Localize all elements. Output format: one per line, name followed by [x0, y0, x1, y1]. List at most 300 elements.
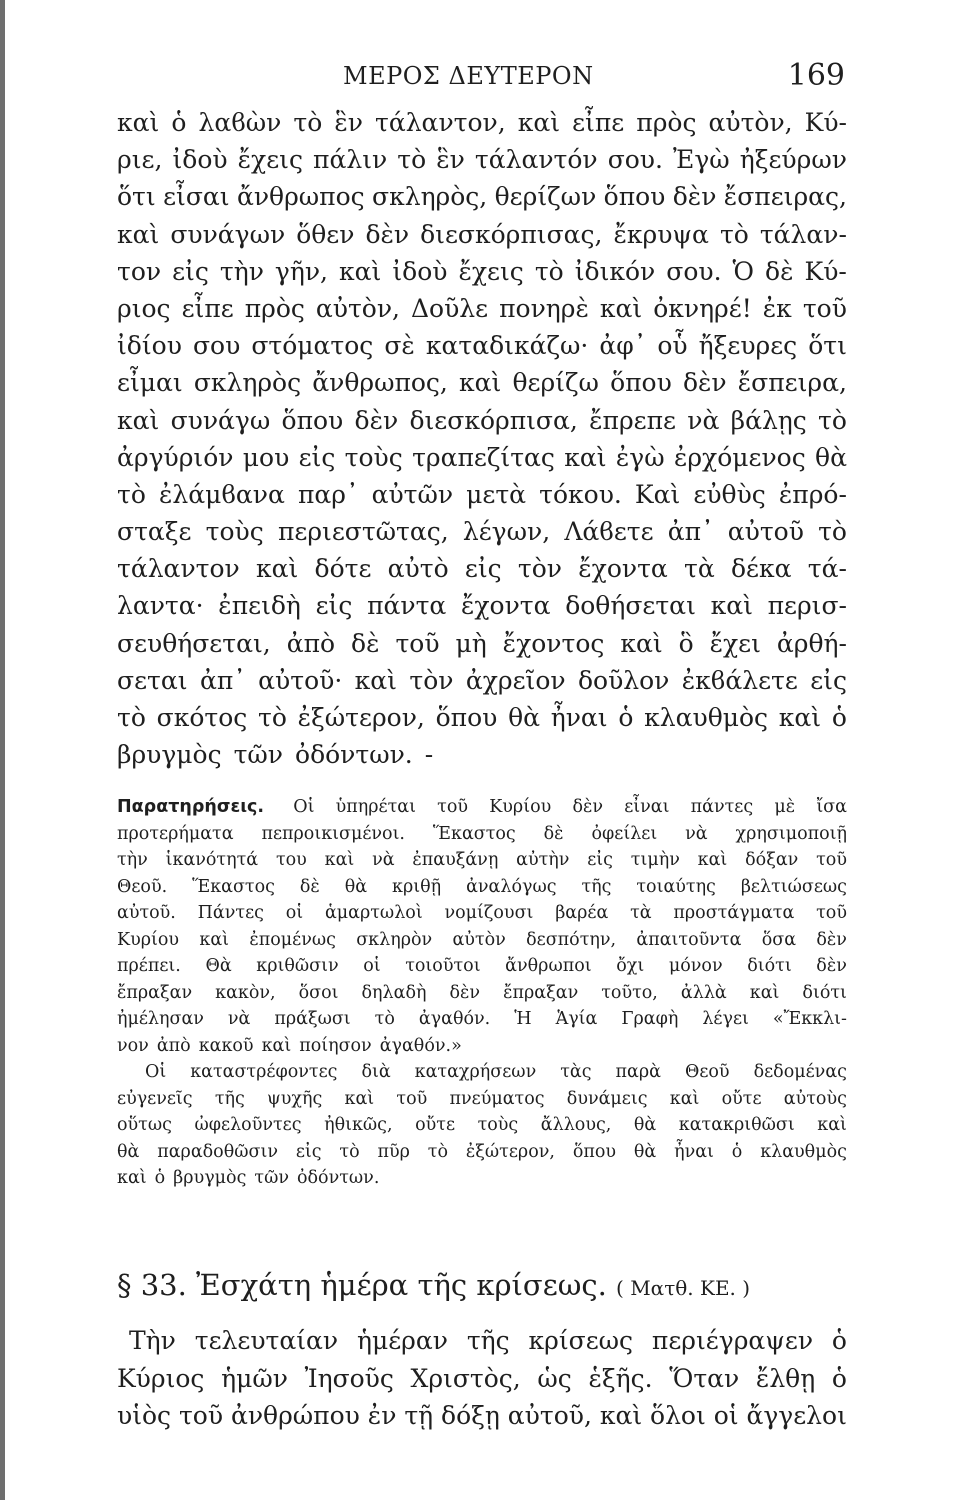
- word: τὰ: [630, 903, 652, 923]
- word: τὴν: [117, 850, 148, 870]
- text-line: [117, 476, 847, 513]
- text-line: [117, 141, 847, 178]
- word: ἦναι: [550, 703, 608, 732]
- word: ἔπραξαν: [117, 982, 193, 1003]
- word: εἰς: [315, 591, 353, 621]
- word: λέγει: [702, 1009, 749, 1029]
- word: τάλαν-: [759, 219, 847, 249]
- word: αὐτὴν: [516, 850, 570, 870]
- word: τάλαντον,: [375, 108, 506, 137]
- word: τὸ: [117, 479, 146, 509]
- word: Ὁ: [732, 256, 755, 286]
- word: ἀπὸ: [156, 1035, 191, 1056]
- word: ὀδόντων.: [295, 740, 413, 770]
- word: ὡς: [537, 1363, 572, 1393]
- word: σευθήσεται,: [117, 628, 271, 658]
- word: τὸν: [409, 665, 454, 695]
- word: ἀργύριόν: [117, 442, 234, 472]
- word: καὶ: [749, 982, 780, 1003]
- word: συνάγω: [170, 405, 271, 435]
- text-line: [117, 290, 847, 327]
- word: τά-: [807, 554, 847, 584]
- word: ἄγγελοι: [746, 1401, 847, 1430]
- word: ἀρθή-: [776, 628, 847, 658]
- word: τοιαύτης: [636, 876, 716, 897]
- word: δὲν: [572, 797, 604, 817]
- text-line: [117, 327, 847, 364]
- word: τῶν: [254, 1168, 289, 1188]
- word: σου: [192, 331, 241, 361]
- word: αὐτὸ: [387, 554, 449, 584]
- note-line: [117, 1112, 847, 1139]
- word: αὐτοῦ.: [117, 903, 176, 923]
- word: ἀπὸ: [286, 628, 336, 658]
- word: ἤξευρες: [698, 331, 798, 361]
- word: καὶ: [117, 405, 160, 435]
- word: παραδοθῶσιν: [157, 1141, 278, 1162]
- word: ἦναι: [674, 1141, 714, 1162]
- word: προτερήματα: [117, 823, 234, 844]
- text-line: [117, 439, 847, 476]
- word: Πάντες: [197, 903, 264, 923]
- word: ἑξῆς.: [588, 1363, 653, 1393]
- word: τὰς: [560, 1062, 592, 1082]
- word: εἰς: [587, 850, 613, 870]
- word: βρυγμὸς: [173, 1168, 247, 1188]
- word: τελευταίαν: [194, 1326, 339, 1355]
- word: ὁ: [831, 1363, 847, 1393]
- word: τῆς: [581, 876, 612, 897]
- word: ἔχει: [709, 628, 761, 658]
- word: οὔτε: [721, 1088, 762, 1109]
- word: Θεοῦ.: [117, 876, 168, 897]
- word: τῶν: [233, 740, 284, 770]
- word: εὐθὺς: [693, 479, 766, 509]
- word: αὐτῶν: [371, 479, 454, 509]
- main-text: [117, 104, 847, 773]
- word: σκότος: [156, 703, 248, 732]
- word: σκληρὸν: [356, 929, 433, 950]
- word: ὁ: [731, 1141, 743, 1162]
- word: ὅπου: [281, 405, 344, 435]
- word: κλαυθμὸς: [760, 1141, 847, 1162]
- word: πῦρ: [377, 1141, 410, 1162]
- word: Λάϐετε: [564, 517, 654, 547]
- note-line: [117, 1139, 847, 1166]
- word: Δοῦλε: [411, 293, 489, 323]
- word: νομίζουσι: [444, 903, 534, 923]
- word: τάλαντον: [117, 554, 240, 584]
- word: ἀπαιτοῦντα: [636, 929, 742, 950]
- word: τῆς: [466, 1326, 510, 1355]
- word: ἠξεύρων: [739, 145, 847, 175]
- word: τὰ: [684, 554, 715, 584]
- word: ὀφείλει: [591, 823, 658, 844]
- word: εἶναι: [624, 797, 670, 817]
- word: ἀναλόγως: [466, 876, 557, 897]
- word: τοιοῦτοι: [405, 956, 481, 976]
- word: ἐγὼ: [615, 442, 665, 472]
- word: ἄλλους,: [540, 1115, 612, 1135]
- word: ἔχοντα: [460, 591, 551, 621]
- word: εἰς: [295, 1141, 322, 1162]
- word: ἄνθρωπος,: [312, 368, 448, 398]
- word: καὶ: [778, 703, 822, 732]
- running-head: [117, 58, 847, 98]
- word: ἔλθῃ: [755, 1363, 816, 1393]
- word: διεσκόρπισας,: [420, 219, 603, 249]
- running-title: ΜΕΡΟΣ ΔΕΥΤΕΡΟΝ: [343, 62, 594, 90]
- word: δὲν: [816, 956, 847, 976]
- word: καὶ: [817, 1115, 847, 1135]
- word: δὲ: [543, 823, 564, 844]
- word: ἐπρό-: [778, 479, 847, 509]
- word: παρ᾽: [297, 479, 359, 509]
- word: ἐπομένως: [249, 929, 336, 950]
- word: προστάγματα: [673, 903, 795, 923]
- word: πράξωσι: [274, 1009, 351, 1029]
- word: ἱκανότητά: [165, 850, 259, 870]
- word: ὅτι: [808, 331, 847, 361]
- word: νὰ: [372, 850, 395, 870]
- word: πεπροικισμένοι.: [261, 823, 405, 844]
- text-line: [117, 699, 847, 736]
- word: σταξε: [117, 517, 192, 547]
- word: κατακριθῶσι: [678, 1115, 795, 1135]
- word: τὸ: [293, 108, 323, 137]
- word: δὲν: [449, 982, 481, 1003]
- word: κριθῶσιν: [256, 956, 339, 976]
- note-line: [117, 1033, 847, 1060]
- word: ἄνθρωποι: [505, 956, 592, 976]
- section-title: § 33. Ἐσχάτη ἡμέρα τῆς κρίσεως.: [117, 1268, 607, 1302]
- word: αὐτὸν: [452, 929, 506, 950]
- word: εἰς: [810, 665, 847, 695]
- text-line: [117, 550, 847, 587]
- word: καὶ: [599, 293, 643, 323]
- word: Κύριος: [117, 1363, 205, 1393]
- word: ἁμαρτωλοὶ: [324, 903, 423, 923]
- word: θὰ: [117, 1141, 140, 1162]
- word: Χριστὸς,: [410, 1363, 521, 1393]
- word: τοῦ: [816, 903, 847, 923]
- section-body-text: [117, 1322, 847, 1435]
- word: ἠθικῶς,: [324, 1115, 393, 1135]
- word: καὶ: [710, 591, 753, 621]
- word: καὶ: [564, 442, 607, 472]
- word: ὑπηρέται: [335, 797, 416, 817]
- word: τὸ: [818, 405, 847, 435]
- word: ἔπραξαν: [503, 982, 579, 1003]
- word: θὰ: [815, 442, 847, 472]
- word: ποίησον: [299, 1035, 372, 1056]
- word: ἐπειδὴ: [218, 591, 301, 621]
- word: λέγων,: [462, 517, 551, 547]
- page-number: 169: [787, 58, 845, 93]
- word: βρυγμὸς: [117, 740, 222, 770]
- word: ἔχεις: [237, 145, 303, 175]
- note-line: [117, 874, 847, 901]
- word: εἶπε: [572, 108, 625, 137]
- word: τοῦ: [437, 797, 469, 817]
- word: θὰ: [633, 1141, 657, 1162]
- body-line: [117, 1397, 847, 1435]
- word: ψυχῆς: [267, 1088, 323, 1109]
- word: Ἐγὼ: [673, 145, 730, 175]
- word: δὲν: [682, 368, 727, 398]
- text-line: [117, 253, 847, 290]
- word: ἐξώτερον,: [297, 703, 425, 732]
- word: καὶ: [620, 628, 663, 658]
- note-line: [117, 980, 847, 1007]
- word: του: [275, 850, 307, 870]
- word: ὅπου: [610, 368, 672, 398]
- word: δέκα: [731, 554, 792, 584]
- body-line: [117, 1322, 847, 1360]
- word: εὐγενεῖς: [117, 1088, 193, 1109]
- word: ὅπου: [435, 703, 498, 732]
- word: τοὺς: [205, 517, 264, 547]
- page-edge-shadow: [0, 0, 5, 1500]
- note-line: [117, 1165, 847, 1192]
- word: τὸ: [339, 1141, 360, 1162]
- word: πρέπει.: [117, 956, 181, 976]
- word: δεσπότην,: [526, 929, 617, 950]
- word: περιεστῶτας,: [277, 517, 449, 547]
- word: ἀγαθόν.: [418, 1009, 491, 1029]
- word: τὸ: [534, 256, 564, 286]
- word: πρὸς: [244, 293, 305, 323]
- word: τὴν: [219, 256, 264, 286]
- word: καὶ: [599, 1401, 643, 1430]
- word: καὶ: [117, 108, 160, 137]
- word: ριος: [117, 293, 171, 323]
- word: ἔπρεπε: [589, 405, 676, 435]
- text-line: [117, 662, 847, 699]
- word: οὗ: [657, 331, 688, 361]
- word: δὲν: [672, 182, 717, 212]
- word: θὰ: [344, 876, 368, 897]
- word: ἀλλὰ: [680, 982, 727, 1003]
- word: ριε,: [117, 145, 163, 175]
- word: ὅπου: [572, 1141, 617, 1162]
- word: ἔχοντος: [502, 628, 605, 658]
- word: βάλῃς: [730, 405, 807, 435]
- word: λαντα·: [117, 591, 204, 621]
- word: ἀπ᾽: [667, 517, 714, 547]
- word: Ἡ: [514, 1009, 532, 1029]
- word: μου: [242, 442, 290, 472]
- word: ἡμῶν: [221, 1363, 288, 1393]
- word: βαρέα: [555, 903, 609, 923]
- word: ὁ: [154, 1168, 166, 1188]
- word: ἔκρυψα: [613, 219, 709, 249]
- word: τοὺς: [344, 442, 403, 472]
- word: ἠμέλησαν: [117, 1009, 204, 1029]
- note-line: [117, 900, 847, 927]
- word: αὐτοῦ·: [258, 665, 343, 695]
- section-reference: ( Ματθ. ΚΕ. ): [616, 1276, 751, 1300]
- word: ἐλάμϐανα: [158, 479, 285, 509]
- word: διότι: [747, 956, 792, 976]
- word: πονηρὲ: [499, 293, 589, 323]
- word: δοῦλον: [577, 665, 670, 695]
- word: σκληρὸς: [193, 368, 302, 398]
- word: τοῦ: [802, 293, 847, 323]
- word: τοῦ: [395, 628, 440, 658]
- word: καὶ: [324, 850, 355, 870]
- word: τοῦ: [178, 1401, 224, 1430]
- word: τῇ: [404, 1401, 434, 1430]
- word: ὁ: [618, 703, 634, 732]
- word: τῆς: [214, 1088, 245, 1109]
- note-line: [117, 794, 847, 821]
- word: δὲν: [816, 929, 847, 950]
- word: τραπεζίτας: [412, 442, 555, 472]
- word: αὐτοῦ,: [507, 1401, 592, 1430]
- word: ἐκ: [762, 293, 792, 323]
- word: μὴ: [455, 628, 487, 658]
- word: ἀφ᾽: [599, 331, 647, 361]
- notes-block: [117, 794, 847, 1192]
- word: καὶ: [199, 929, 229, 950]
- word: θὰ: [633, 1115, 657, 1135]
- word: εἶμαι: [117, 368, 183, 398]
- word: δοθήσεται: [565, 591, 696, 621]
- body-line: [117, 1360, 847, 1398]
- word: πνεύματος: [449, 1088, 545, 1109]
- word: καὶ: [517, 108, 561, 137]
- word: Κυρίου: [117, 929, 180, 950]
- word: καταχρήσεων: [414, 1062, 537, 1082]
- word: ἐρχόμενος: [673, 442, 806, 472]
- word: ἰδοὺ: [172, 145, 228, 175]
- word: τὸ: [397, 145, 427, 175]
- word: δόξῃ: [441, 1401, 500, 1430]
- note-line: [117, 1059, 847, 1086]
- word: ὅθεν: [296, 219, 355, 249]
- word: ἀνθρώπου: [230, 1401, 360, 1430]
- word: Κύ-: [804, 256, 847, 286]
- text-line: [117, 178, 847, 215]
- word: καὶ: [261, 1035, 292, 1056]
- word: ὁ: [171, 108, 187, 137]
- word: θερίζων: [494, 182, 597, 212]
- word: καὶ: [459, 368, 502, 398]
- note-line: [117, 927, 847, 954]
- text-line: [117, 402, 847, 439]
- notes-label: Παρατηρήσεις.: [117, 797, 265, 817]
- word: δὲν: [354, 405, 399, 435]
- word: καὶ: [117, 219, 160, 249]
- word: Ὅταν: [669, 1363, 740, 1393]
- word: θερίζω: [512, 368, 599, 398]
- word: Τὴν: [129, 1326, 176, 1355]
- word: νον: [117, 1035, 149, 1056]
- word: πάλιν: [313, 145, 388, 175]
- word: γῆν,: [274, 256, 328, 286]
- word: δὲ: [351, 628, 380, 658]
- word: τοῦ: [396, 1088, 428, 1109]
- word: αὐτὸν,: [315, 293, 400, 323]
- word: ὅλοι: [650, 1401, 706, 1430]
- word: καταστρέφοντες: [190, 1062, 338, 1082]
- word: καὶ: [255, 554, 299, 584]
- word: -: [424, 740, 434, 770]
- word: Γραφὴ: [621, 1009, 679, 1029]
- word: νὰ: [685, 823, 708, 844]
- word: ἓν: [436, 145, 465, 175]
- word: ἔσπειρα,: [737, 368, 847, 398]
- word: ἐν: [367, 1401, 397, 1430]
- word: ἴσα: [816, 797, 847, 817]
- word: μόνον: [668, 956, 723, 976]
- word: ἐξώτερον,: [465, 1141, 555, 1162]
- text-line: [117, 104, 847, 141]
- word: οἱ: [285, 903, 304, 923]
- word: μὲ: [774, 797, 796, 817]
- word: τὸν: [517, 554, 562, 584]
- word: νὰ: [227, 1009, 251, 1029]
- word: ἰδοὺ: [392, 256, 448, 286]
- word: ὀκνηρέ!: [653, 293, 752, 323]
- word: τάλαντόν: [474, 145, 598, 175]
- word: εἰς: [298, 442, 336, 472]
- word: αὐτοῦ: [727, 517, 804, 547]
- word: δεδομένας: [753, 1062, 847, 1082]
- word: σεται: [117, 665, 188, 695]
- word: τὸ: [719, 219, 749, 249]
- word: κριθῇ: [392, 876, 442, 897]
- word: ὅπου: [603, 182, 666, 212]
- word: τὸ: [427, 1141, 449, 1162]
- word: οὔτε: [415, 1115, 456, 1135]
- word: στόματος: [251, 331, 374, 361]
- word: ἰδικόν: [574, 256, 656, 286]
- word: δόξαν: [745, 850, 799, 870]
- word: περιέγραψεν: [651, 1326, 814, 1355]
- word: Ἕκαστος: [192, 876, 275, 897]
- word: ἀγαθόν.»: [379, 1035, 462, 1056]
- word: Θὰ: [205, 956, 232, 976]
- word: Ἰησοῦς: [304, 1363, 394, 1393]
- word: τιμὴν: [630, 850, 680, 870]
- note-line: [117, 1006, 847, 1033]
- text-line: [117, 513, 847, 550]
- word: ἡμέραν: [356, 1326, 448, 1355]
- word: μετὰ: [466, 479, 527, 509]
- word: σου.: [607, 145, 663, 175]
- word: νὰ: [687, 405, 720, 435]
- word: Κυρίου: [489, 797, 552, 817]
- word: υἱὸς: [117, 1401, 172, 1430]
- word: θὰ: [508, 703, 540, 732]
- word: Καὶ: [634, 479, 681, 509]
- word: Θεοῦ: [684, 1062, 730, 1082]
- word: ὅσα: [761, 929, 797, 950]
- word: ἔσπειρας,: [723, 182, 847, 212]
- word: οἱ: [713, 1401, 739, 1430]
- word: λαϐὼν: [198, 108, 282, 137]
- word: δότε: [314, 554, 372, 584]
- word: κακοῦ: [198, 1035, 254, 1056]
- word: τοῦτο,: [601, 982, 658, 1003]
- note-line: [117, 821, 847, 848]
- word: εἰς: [464, 554, 502, 584]
- word: ὁ: [831, 703, 847, 732]
- note-line: [117, 847, 847, 874]
- word: παρὰ: [615, 1062, 661, 1082]
